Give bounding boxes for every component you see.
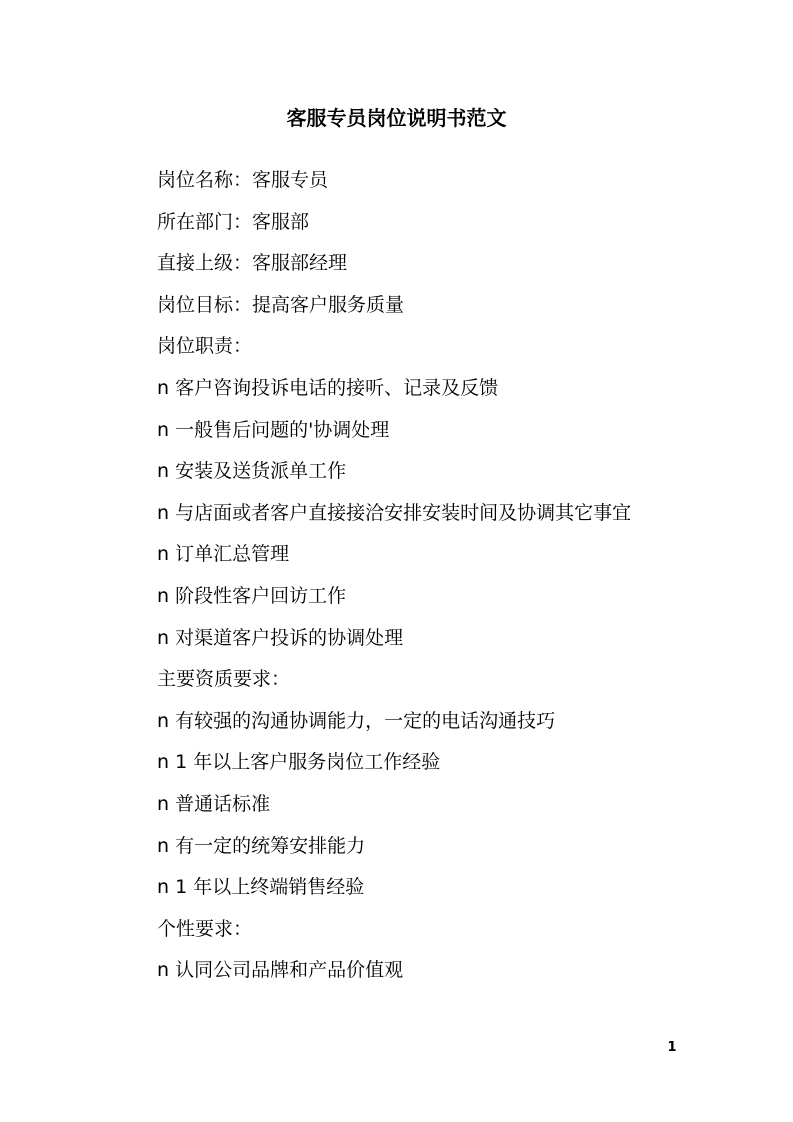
body-line: 直接上级：客服部经理 bbox=[157, 252, 348, 275]
list-item: n 认同公司品牌和产品价值观 bbox=[157, 959, 404, 982]
list-item: n 安装及送货派单工作 bbox=[157, 460, 347, 483]
body-line: 所在部门：客服部 bbox=[157, 210, 310, 233]
section-heading: 主要资质要求： bbox=[157, 668, 291, 691]
page-number: 1 bbox=[667, 1040, 677, 1055]
body-line: 岗位名称：客服专员 bbox=[157, 169, 329, 191]
list-item: n 普通话标准 bbox=[157, 792, 271, 815]
body-line: 岗位目标：提高客户服务质量 bbox=[157, 293, 405, 316]
list-item: n 有较强的沟通协调能力，一定的电话沟通技巧 bbox=[157, 709, 556, 732]
section-heading: 岗位职责： bbox=[157, 335, 253, 358]
list-item: n 1 年以上客户服务岗位工作经验 bbox=[157, 751, 441, 774]
document-title: 客服专员岗位说明书范文 bbox=[286, 106, 507, 130]
list-item: n 对渠道客户投诉的协调处理 bbox=[157, 626, 404, 649]
list-item: n 有一定的统筹安排能力 bbox=[157, 834, 366, 857]
list-item: n 订单汇总管理 bbox=[157, 543, 290, 566]
document-body bbox=[157, 164, 757, 996]
list-item: n 与店面或者客户直接接洽安排安装时间及协调其它事宜 bbox=[157, 501, 632, 524]
list-item: n 客户咨询投诉电话的接听、记录及反馈 bbox=[157, 376, 499, 399]
list-item: n 阶段性客户回访工作 bbox=[157, 584, 347, 607]
list-item: n 一般售后问题的'协调处理 bbox=[157, 418, 390, 441]
section-heading: 个性要求： bbox=[157, 917, 253, 940]
list-item: n 1 年以上终端销售经验 bbox=[157, 876, 365, 899]
